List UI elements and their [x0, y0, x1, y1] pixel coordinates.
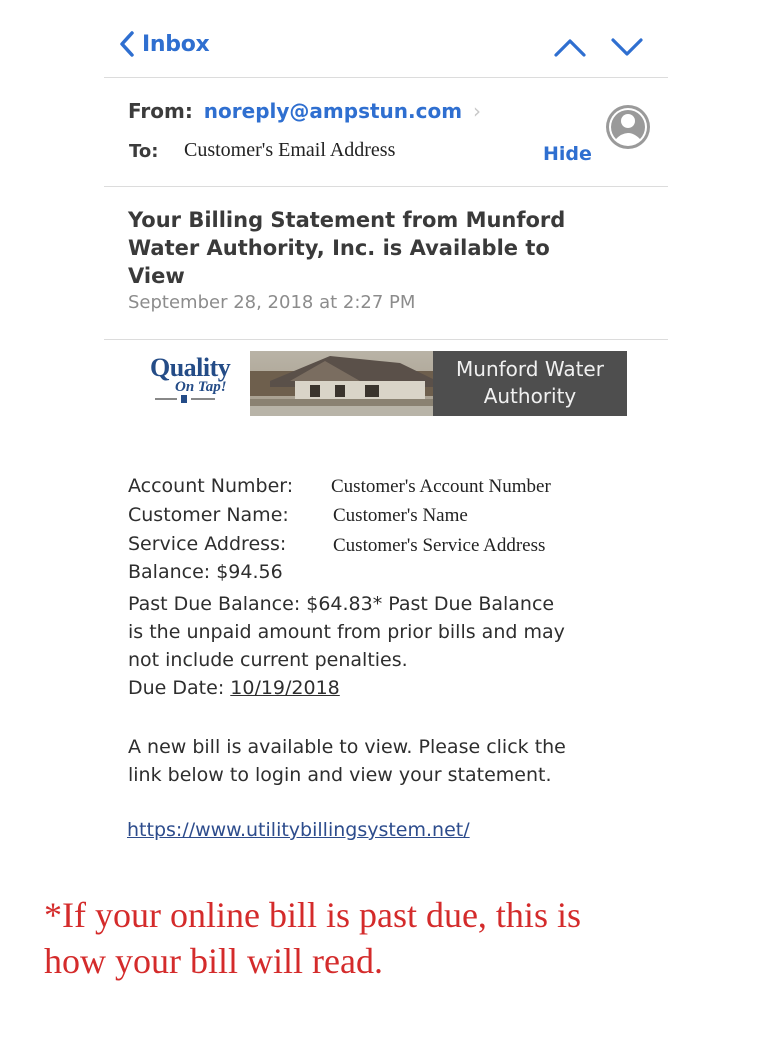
footnote-line: *If your online bill is past due, this is [44, 895, 581, 935]
divider [104, 77, 668, 78]
customer-name-value: Customer's Name [333, 505, 468, 526]
customer-name-label: Customer Name: [128, 504, 289, 526]
chevron-up-icon[interactable] [553, 36, 587, 58]
email-date: September 28, 2018 at 2:27 PM [128, 292, 416, 313]
billing-system-link[interactable]: https://www.utilitybillingsystem.net/ [127, 819, 470, 841]
past-due-line: not include current penalties. [128, 649, 408, 671]
chevron-left-icon [118, 30, 136, 58]
account-number-value: Customer's Account Number [331, 476, 551, 497]
hide-details-button[interactable]: Hide [543, 143, 592, 165]
account-number-label: Account Number: [128, 475, 294, 497]
footnote-line: how your bill will read. [44, 941, 383, 981]
to-label: To: [129, 141, 159, 162]
past-due-line: Past Due Balance: $64.83* Past Due Balance [128, 593, 555, 615]
building-photo [250, 351, 433, 416]
body-line: link below to login and view your statement. [128, 764, 552, 786]
service-address-value: Customer's Service Address [333, 535, 546, 556]
back-label: Inbox [142, 31, 210, 57]
authority-name-panel: Munford Water Authority [433, 351, 627, 416]
body-text [128, 733, 566, 789]
person-avatar-icon [605, 104, 651, 150]
from-label: From: [128, 99, 193, 123]
logo-word: Quality [150, 353, 231, 382]
recipient-value: Customer's Email Address [184, 139, 396, 161]
service-address-label: Service Address: [128, 533, 287, 555]
chevron-right-icon[interactable]: › [473, 99, 482, 123]
past-due-footnote [44, 892, 724, 984]
balance-line: Balance: $94.56 [128, 561, 283, 583]
quality-on-tap-logo [145, 351, 250, 416]
chevron-down-icon[interactable] [610, 36, 644, 58]
water-authority-banner [145, 351, 627, 416]
logo-tagline-icon [155, 395, 225, 403]
due-date-label: Due Date: [128, 677, 231, 699]
email-subject: Your Billing Statement from Munford Water Authority, Inc. is Available to View [128, 208, 566, 288]
due-date-value: 10/19/2018 [230, 677, 340, 699]
body-line: A new bill is available to view. Please click the [128, 736, 566, 758]
divider [104, 339, 668, 340]
from-line [128, 99, 481, 123]
divider [104, 186, 668, 187]
due-date-line [128, 674, 565, 702]
past-due-text [128, 590, 565, 702]
back-to-inbox-button[interactable] [118, 30, 209, 58]
sender-address-link[interactable]: noreply@ampstun.com [203, 99, 463, 123]
logo-sub: On Tap! [175, 379, 227, 395]
past-due-line: is the unpaid amount from prior bills and may [128, 621, 565, 643]
